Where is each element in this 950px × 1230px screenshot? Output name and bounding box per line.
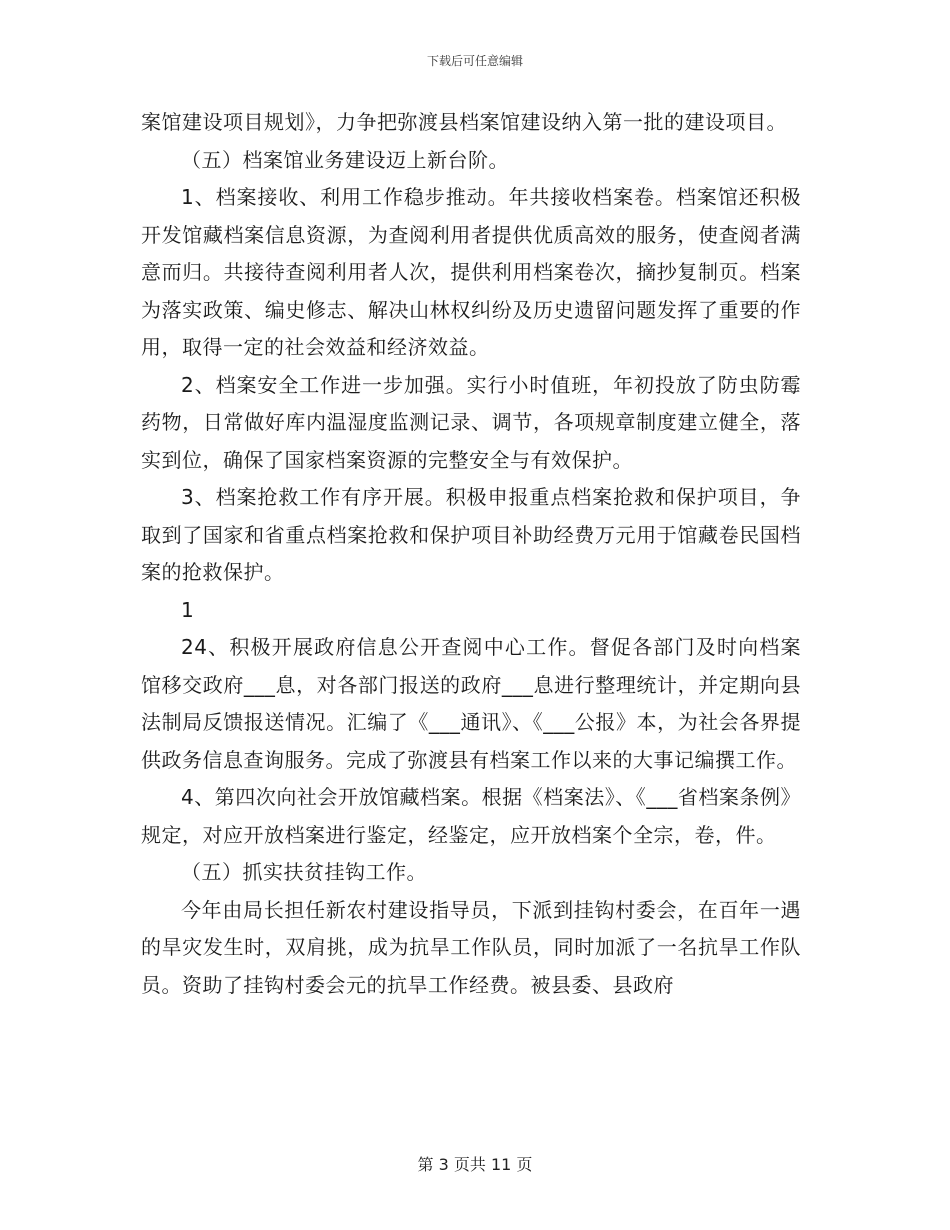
paragraph-poverty-work: 今年由局长担任新农村建设指导员，下派到挂钩村委会，在百年一遇的旱灾发生时，双肩挑，成为抗旱工作队员，同时加派了一名抗旱工作队员。资助了挂钩村委会元的抗旱工作经费。被县委、县政府 — [141, 897, 801, 997]
paragraph-continuation: 案馆建设项目规划》，力争把弥渡县档案馆建设纳入第一批的建设项目。 — [141, 110, 787, 134]
page-marker: 1 — [181, 597, 195, 622]
page-header: 下载后可任意编辑 — [426, 54, 523, 68]
paragraph-item-1: 1、档案接收、利用工作稳步推动。年共接收档案卷。档案馆还积极开发馆藏档案信息资源，为查阅利用者提供优质高效的服务，使查阅者满意而归。共接待查阅利用者人次，提供利用档案卷次，摘抄复制页。档案为落实政策、编史修志、解决山林权纠纷及历史遗留问题发挥了重要的作用，取得一定的社会效益和经济效益。 — [141, 185, 801, 359]
section-heading: （五）抓实扶贫挂钩工作。 — [181, 860, 427, 884]
document-body — [141, 104, 801, 1004]
paragraph-item-24: 24、积极开展政府信息公开查阅中心工作。督促各部门及时向档案馆移交政府___息，对各部门报送的政府___息进行整理统计，并定期向县法制局反馈报送情况。汇编了《___通讯》、《___公报》本，为社会各界提供政务信息查询服务。完成了弥渡县有档案工作以来的大事记编撰工作。 — [141, 635, 801, 772]
paragraph-item-3: 3、档案抢救工作有序开展。积极申报重点档案抢救和保护项目，争取到了国家和省重点档案抢救和保护项目补助经费万元用于馆藏卷民国档案的抢救保护。 — [141, 485, 801, 584]
page-footer: 第 3 页共 11 页 — [417, 1155, 533, 1174]
paragraph-item-4: 4、第四次向社会开放馆藏档案。根据《档案法》、《___省档案条例》规定，对应开放档案进行鉴定，经鉴定，应开放档案个全宗，卷，件。 — [141, 785, 801, 847]
section-heading: （五）档案馆业务建设迈上新台阶。 — [181, 147, 509, 172]
paragraph-item-2: 2、档案安全工作进一步加强。实行小时值班，年初投放了防虫防霉药物，日常做好库内温湿度监测记录、调节，各项规章制度建立健全，落实到位，确保了国家档案资源的完整安全与有效保护。 — [141, 372, 801, 472]
